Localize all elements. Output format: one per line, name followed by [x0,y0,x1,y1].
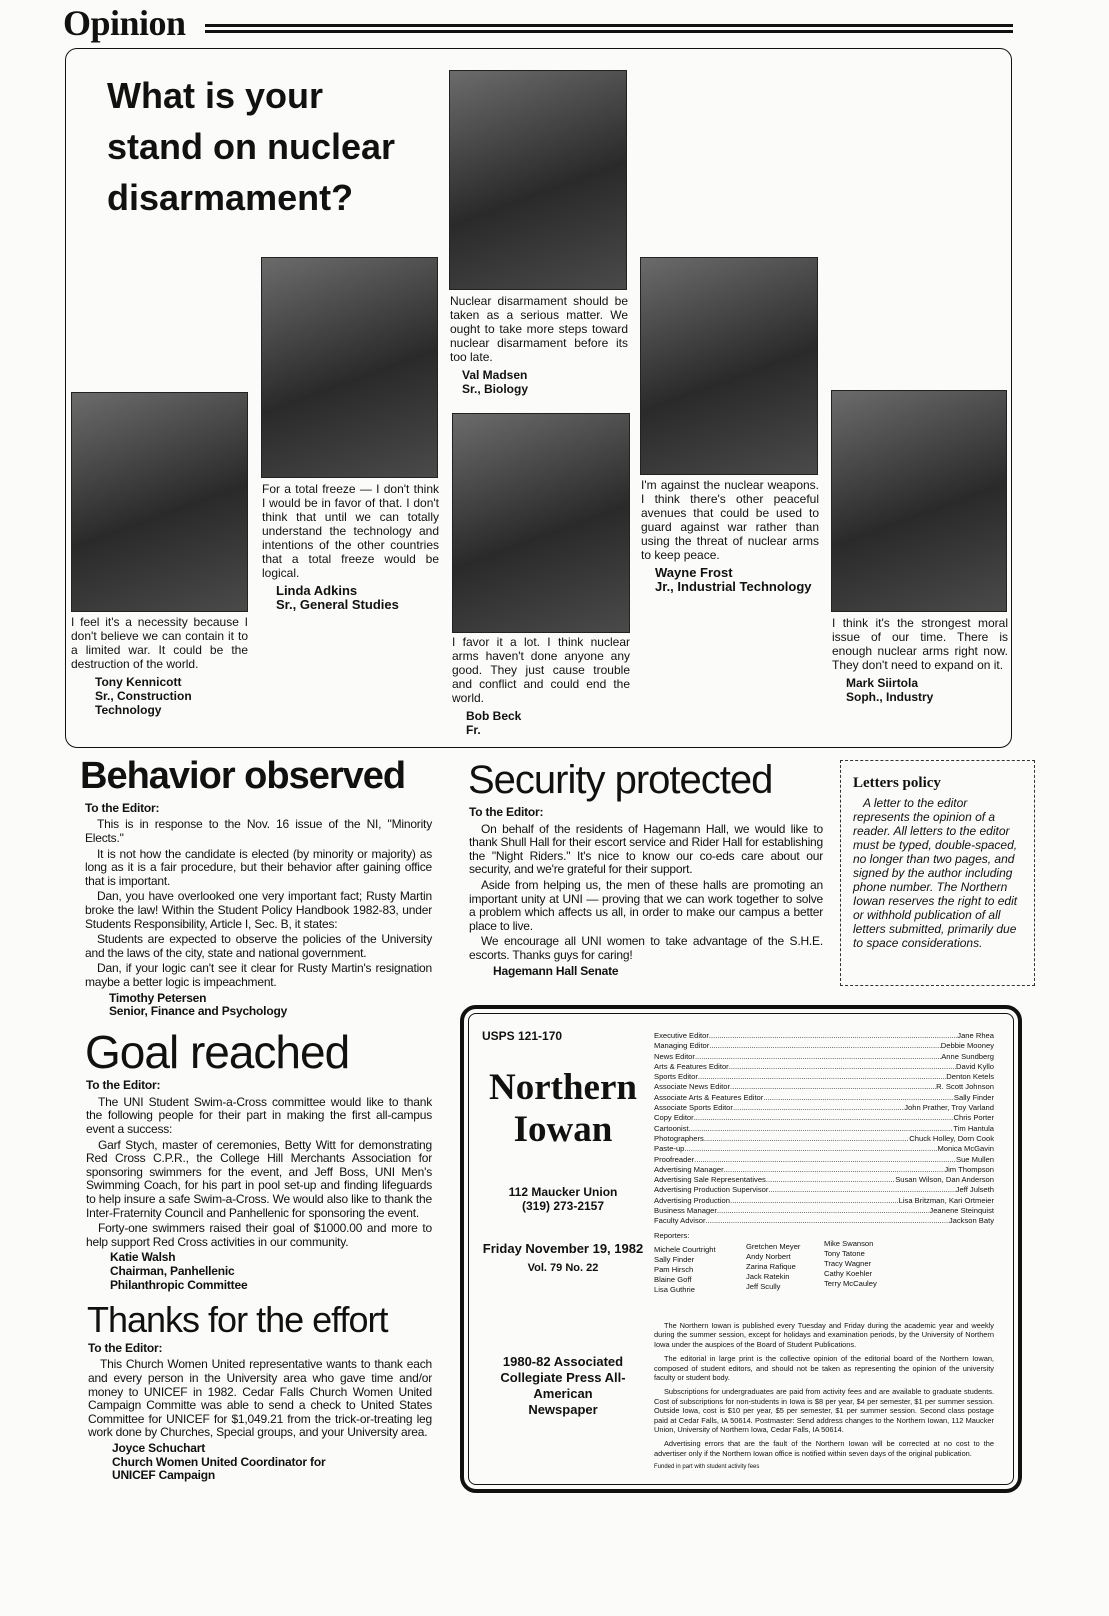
staff-role: Advertising Sale Representatives [654,1175,766,1185]
letter-paragraph: This is in response to the Nov. 16 issue of the NI, "Minority Elects." [85,817,432,845]
leader-dots [709,1041,940,1051]
notice-paragraph: Subscriptions for undergraduates are paid from activity fees and are available to graduate students. Cost of subscriptions for non-students in Iowa is $8 per year, $4 per semester, $1 per summer session. Outside Iowa, cost is $10 per year, $5 per semester, $1 per summer session. Second class postage paid at Cedar Falls, IA 50614. Postmaster: Send address changes to the Northern Iowan, 112 Maucker Union, University of Northern Iowa, Cedar Falls, IA 50614. [654,1387,994,1435]
letters-policy-text: A letter to the editor represents the opinion of a reader. All letters to the editor must be typed, double-spaced, no longer than two pages, and signed by the author including phone number. The Northern Iowan reserves the right to edit or withhold publication of all letters submitted, primarily due to space considerations. [853,796,1018,950]
letter-goal-reached [86,1079,432,1292]
letter-paragraph: It is not how the candidate is elected (by minority or majority) as long as it is a fair procedure, but their behavior after gaining office that is important. [85,846,432,888]
staff-role: Associate News Editor [654,1082,730,1092]
reporter-name: Cathy Koehler [824,1269,873,1278]
letter-security-protected [469,806,823,978]
response-title: Sr., General Studies [276,597,399,612]
response-mark-siirtola [832,616,1008,704]
letter-salutation: To the Editor: [86,1078,161,1093]
response-val-madsen [450,294,628,396]
letter-salutation: To the Editor: [88,1340,163,1355]
letter-paragraph: We encourage all UNI women to take advantage of the S.H.E. escorts. Thanks guys for caring! [469,934,823,962]
staff-row [654,1185,994,1195]
staff-role: Proofreader [654,1154,695,1164]
staff-row [654,1165,994,1175]
feature-question: What is your stand on nuclear disarmament? [107,75,396,218]
leader-dots [709,1031,957,1041]
staff-row [654,1041,994,1051]
photo-wayne-frost [640,257,818,475]
response-name: Wayne Frost [655,565,733,580]
staff-row [654,1062,994,1072]
section-title: Opinion [63,3,186,43]
headline-security-protected: Security protected [468,758,773,802]
response-title: Soph., Industry [846,690,934,704]
publication-notice [654,1321,994,1473]
section-rule [205,24,1013,33]
letter-paragraph: On behalf of the residents of Hagemann Hall, we would like to thank Shull Hall for their escort service and Rider Hall for establishing the "Night Riders." It's nice to know our co-eds care about our security, and we're grateful for their support. [469,821,823,877]
staff-name: Jim Thompson [944,1164,994,1174]
staff-name: Jane Rhea [957,1031,994,1040]
reporter-name: Tracy Wagner [824,1259,872,1268]
leader-dots [733,1103,904,1113]
staff-row [654,1196,994,1206]
staff-role: Cartoonist [654,1123,689,1133]
staff-name: Chris Porter [953,1113,994,1123]
leader-dots [763,1093,954,1103]
letter-thanks-for-the-effort [88,1342,432,1483]
award: 1980-82 Associated Collegiate Press All-American Newspaper [500,1354,626,1417]
response-bob-beck [452,635,630,737]
staff-role: Arts & Features Editor [654,1061,729,1071]
response-name: Mark Siirtola [846,676,919,690]
newspaper-logo: Northern Iowan [489,1067,637,1150]
reporter-name: Mike Swanson [824,1239,874,1248]
staff-role: Advertising Production Supervisor [654,1185,769,1195]
staff-row [654,1052,994,1062]
response-title: Sr., Biology [462,382,529,396]
staff-role: Associate Sports Editor [654,1103,733,1113]
staff-role: Paste-up [654,1144,685,1154]
staff-role: Photographers [654,1133,704,1143]
letters-policy-title: Letters policy [853,775,941,791]
photo-mark-siirtola [831,390,1007,612]
notice-paragraph: The Northern Iowan is published every Tuesday and Friday during the academic year and weekly during the summer session, except for holidays and examination periods, by the University of Northern Iowa under the auspices of the Board of Student Publications. [654,1321,994,1349]
staff-row [654,1134,994,1144]
leader-dots [724,1165,945,1175]
response-quote: I think it's the strongest moral issue of our time. There is enough nuclear arms right now. They don't need to expand on it. [832,616,1008,672]
staff-name: Jeanene Steinquist [929,1206,994,1216]
staff-name: John Prather, Troy Varland [904,1103,994,1113]
staff-role: Business Manager [654,1206,717,1216]
response-quote: For a total freeze — I don't think I would be in favor of that. I don't think that until we can totally understand the technology and intentions of the other countries that a total freeze would be logical. [262,482,439,580]
staff-role: News Editor [654,1051,695,1061]
staff-row [654,1113,994,1123]
staff-row [654,1082,994,1092]
staff-role: Associate Arts & Features Editor [654,1092,764,1102]
letter-salutation: To the Editor: [85,800,160,815]
address: 112 Maucker Union [508,1185,618,1199]
phone: (319) 273-2157 [521,1199,605,1213]
funding-note: Funded in part with student activity fees [654,1464,760,1471]
staff-row [654,1144,994,1154]
staff-name: David Kyllo [956,1061,994,1071]
letter-paragraph: This Church Women United representative wants to thank each and every person in the University area who gave time and/or money to UNICEF in 1982. Cedar Falls Church Women United Campaign Committe was able to send a check to United States Committee for UNICEF for $1,049.21 from the trick-or-treating leg work done by Churches, Special groups, and your University area. [88,1357,432,1440]
leader-dots [694,1113,954,1123]
response-wayne-frost [641,478,819,594]
staff-name: Tim Hantula [953,1123,994,1133]
response-title: Fr. [466,723,481,737]
reporters-column [824,1239,904,1289]
headline-goal-reached: Goal reached [85,1025,350,1078]
usps-number: USPS 121-170 [482,1029,563,1043]
response-tony-kennicott [71,615,248,717]
issue-date: Friday November 19, 1982 [482,1241,644,1256]
staff-role: Sports Editor [654,1072,698,1082]
leader-dots [695,1052,941,1062]
staff-row [654,1206,994,1216]
reporter-name: Blaine Goff [654,1275,692,1284]
response-title: Sr., Construction Technology [95,689,192,717]
letter-paragraph: Students are expected to observe the policies of the University and the laws of the city, state and national government. [85,932,432,960]
reporter-name: Andy Norbert [746,1252,791,1261]
staff-role: Advertising Manager [654,1164,724,1174]
reporter-name: Tony Tatone [824,1249,865,1258]
reporter-name: Lisa Guthrie [654,1285,695,1294]
staff-role: Executive Editor [654,1031,709,1040]
staff-name: Chuck Holley, Dorn Cook [909,1133,994,1143]
staff-name: Lisa Britzman, Kari Ortmeier [898,1195,994,1205]
letter-signature: Church Women United Coordinator for [112,1454,326,1469]
letter-paragraph: Dan, if your logic can't see it clear for Rusty Martin's resignation maybe a better logic is impeachment. [85,961,432,989]
staff-row [654,1216,994,1226]
response-name: Val Madsen [462,368,528,382]
letters-policy-box [840,760,1035,986]
staff-role: Copy Editor [654,1113,694,1123]
response-name: Tony Kennicott [95,675,182,689]
notice-paragraph: Advertising errors that are the fault of the Northern Iowan will be corrected at no cost to the advertiser only if the Northern Iowan office is notified within seven days of the original publication. [654,1439,994,1458]
staff-name: Susan Wilson, Dan Anderson [895,1175,994,1185]
leader-dots [717,1206,929,1216]
letter-behavior-observed [85,802,432,1019]
staff-list [654,1031,994,1227]
letter-signature: Timothy Petersen [109,990,207,1005]
staff-name: Jackson Baty [948,1216,994,1226]
headline-thanks-for-the-effort: Thanks for the effort [87,1299,388,1341]
letter-signature: UNICEF Campaign [112,1468,216,1483]
staff-name: Monica McGavin [937,1144,994,1154]
leader-dots [706,1216,949,1226]
leader-dots [766,1175,895,1185]
letter-salutation: To the Editor: [469,805,544,819]
letter-signature: Joyce Schuchart [112,1440,206,1455]
photo-linda-adkins [261,257,438,478]
letter-signature: Philanthropic Committee [110,1277,248,1292]
response-quote: Nuclear disarmament should be taken as a serious matter. We ought to take more steps toward nuclear disarmament before its too late. [450,294,628,364]
volume: Vol. 79 No. 22 [527,1262,599,1274]
staff-role: Advertising Production [654,1195,730,1205]
reporter-name: Zarina Rafique [746,1262,796,1271]
letter-paragraph: Dan, you have overlooked one very important fact; Rusty Martin broke the law! Within the Student Policy Handbook 1982-83, under Students Responsibility, Article I, Sec. B, it states: [85,889,432,931]
reporter-name: Jack Ratekin [746,1272,790,1281]
leader-dots [698,1072,946,1082]
letter-paragraph: Garf Stych, master of ceremonies, Betty Witt for demonstrating Red Cross C.P.R., the College Hill Merchants Association for sponsoring swimmers for the event, and Jeff Boss, UNI Men's Swimming Coach, for his part in pool set-up and finding lifeguards to help insure a safe Swim-a-Cross. We would also like to thank the Inter-Fraternity Council and Panhellenic for sponsoring the event. [86,1137,432,1220]
leader-dots [730,1196,899,1206]
letter-signature: Hagemann Hall Senate [493,963,619,978]
letters-left-column [80,756,432,1483]
letter-signature: Senior, Finance and Psychology [109,1004,288,1019]
leader-dots [684,1144,937,1154]
reporter-name: Sally Finder [654,1255,695,1264]
staff-name: Debbie Mooney [940,1041,994,1051]
response-name: Linda Adkins [276,583,358,598]
reporter-name: Jeff Scully [746,1282,781,1291]
response-title: Jr., Industrial Technology [655,579,812,594]
notice-paragraph: The editorial in large print is the collective opinion of the editorial board of the Northern Iowan, composed of student editors, and should not be taken as representing the opinion of the university faculty or student body. [654,1354,994,1383]
staff-row [654,1031,994,1041]
staff-name: Denton Ketels [946,1072,994,1082]
leader-dots [689,1124,954,1134]
staff-row [654,1103,994,1113]
photo-bob-beck [452,413,630,633]
leader-dots [730,1082,936,1092]
staff-row [654,1155,994,1165]
leader-dots [704,1134,909,1144]
headline-behavior-observed: Behavior observed [80,755,406,797]
reporter-name: Gretchen Meyer [746,1242,801,1251]
letter-paragraph: The UNI Student Swim-a-Cross committee would like to thank the following people for their part in making the first all-campus event a success: [86,1094,432,1137]
reporter-name: Michele Courtright [654,1245,716,1254]
response-quote: I'm against the nuclear weapons. I think there's other peaceful avenues that could be used to guard against war rather than using the threat of nuclear arms to keep peace. [641,478,819,562]
staff-role: Faculty Advisor [654,1216,706,1226]
staff-row [654,1072,994,1082]
staff-name: Jeff Julseth [955,1185,994,1195]
response-quote: I feel it's a necessity because I don't believe we can contain it to a limited war. It could be the destruction of the world. [71,615,248,671]
reporter-name: Terry McCauley [824,1279,877,1288]
staff-name: Sue Mullen [956,1154,994,1164]
reporters-column [746,1242,820,1292]
response-name: Bob Beck [466,709,522,723]
letter-paragraph: Aside from helping us, the men of these halls are promoting an important unity at UNI — proving that we can work together to solve a problem which affects us all, in order to make our campus a better place to live. [469,877,823,933]
staff-role: Managing Editor [654,1041,710,1051]
staff-name: Sally Finder [953,1092,994,1102]
response-quote: I favor it a lot. I think nuclear arms haven't done anyone any good. They just cause trouble and conflict and could end the world. [452,635,630,705]
letter-signature: Chairman, Panhellenic [110,1264,235,1279]
leader-dots [768,1185,955,1195]
leader-dots [729,1062,956,1072]
letter-signature: Katie Walsh [110,1250,176,1265]
masthead-box [460,1005,1022,1493]
leader-dots [694,1155,956,1165]
reporter-name: Pam Hirsch [654,1265,694,1274]
response-linda-adkins [262,482,439,612]
staff-row [654,1093,994,1103]
reporters-label: Reporters: [654,1231,690,1240]
staff-name: R. Scott Johnson [936,1082,994,1092]
staff-row [654,1124,994,1134]
staff-name: Anne Sundberg [941,1051,994,1061]
reporters-column [654,1245,742,1295]
staff-row [654,1175,994,1185]
letter-paragraph: Forty-one swimmers raised their goal of $1000.00 and more to help support Red Cross activities in our community. [86,1221,432,1249]
photo-val-madsen [449,70,627,290]
letters-right-column [468,758,823,978]
photo-tony-kennicott [71,392,248,612]
